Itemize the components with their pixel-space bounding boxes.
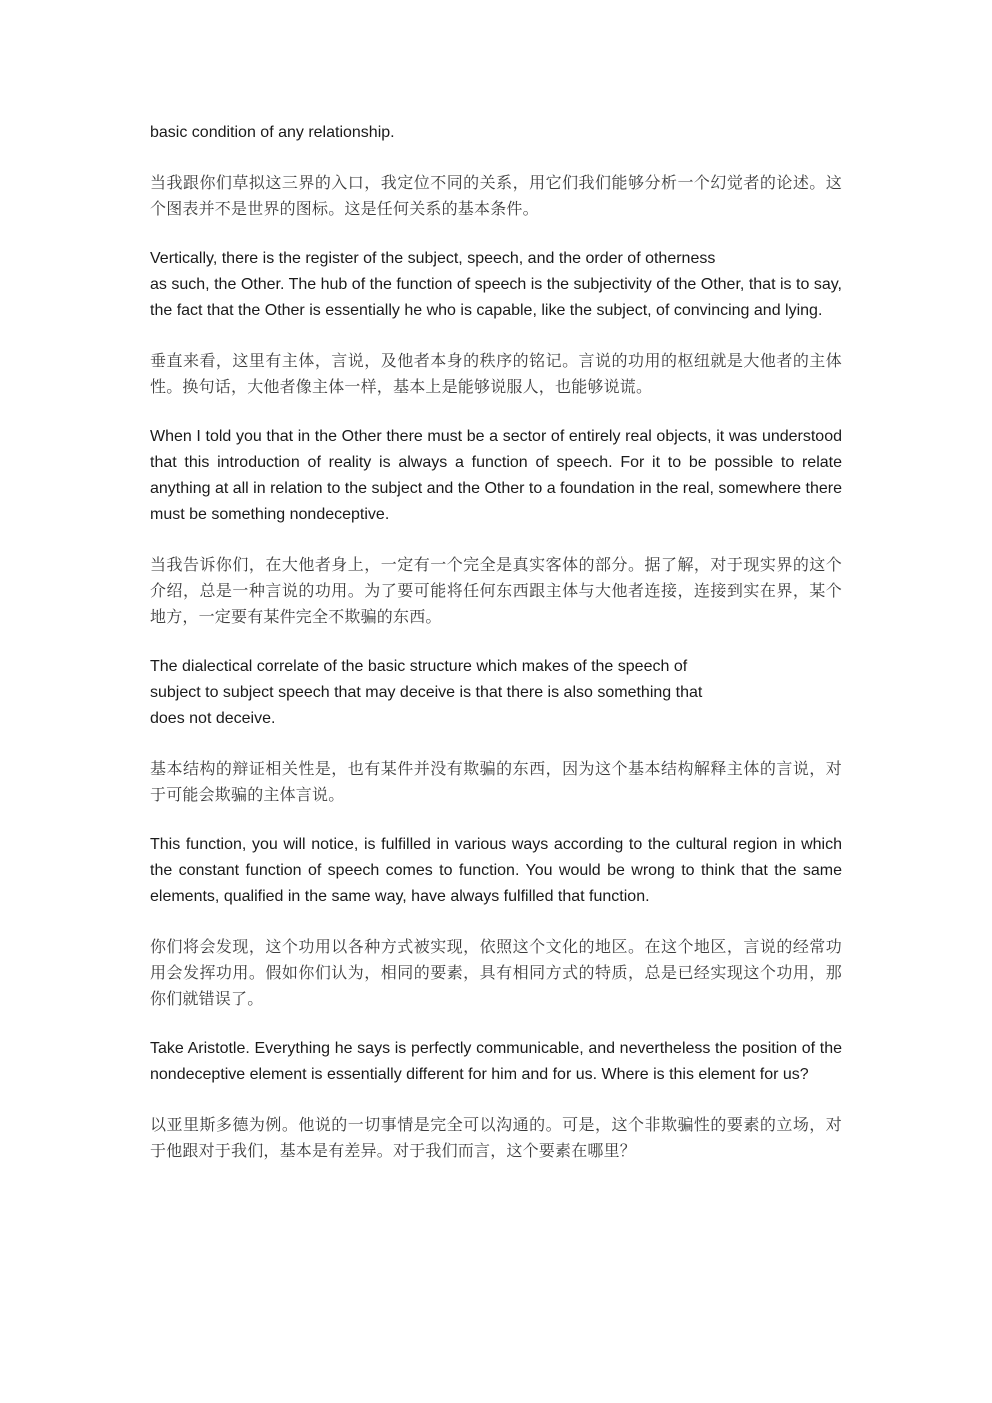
- paragraph-en-3: [150, 424, 842, 528]
- paragraph-en-5: [150, 832, 842, 910]
- paragraph-en-2: [150, 246, 842, 324]
- paragraph-zh-6: [150, 1112, 842, 1164]
- paragraph-line: 基本结构的辩证相关性是，也有某件并没有欺骗的东西，因为这个基本结构解释主体的言说，对于可能会欺骗的主体言说。: [150, 759, 842, 804]
- paragraph-line: The dialectical correlate of the basic structure which makes of the speech of: [150, 658, 688, 675]
- paragraph-line: This function, you will notice, is fulfilled in various ways according to the cultural region in which the constant function of speech comes to function. You would be wrong to think that the same elements, qualified in the same way, have always fulfilled that function.: [150, 836, 842, 905]
- paragraph-line: Take Aristotle. Everything he says is perfectly communicable, and nevertheless the position of the nondeceptive element is essentially different for him and for us. Where is this element for us?: [150, 1040, 842, 1083]
- paragraph-zh-3: [150, 552, 842, 630]
- paragraph-line: as such, the Other. The hub of the function of speech is the subjectivity of the Other, that is to say, the fact that the Other is essentially he who is capable, like the subject, of convincing and lying.: [150, 276, 842, 319]
- paragraph-zh-1: [150, 170, 842, 222]
- document-page: [150, 120, 842, 1164]
- paragraph-line: When I told you that in the Other there must be a sector of entirely real objects, it was understood that this introduction of reality is always a function of speech. For it to be possible to relate anything at all in relation to the subject and the Other to a foundation in the real, somewhere there must be something nondeceptive.: [150, 428, 842, 523]
- paragraph-line: 你们将会发现，这个功用以各种方式被实现，依照这个文化的地区。在这个地区，言说的经常功用会发挥功用。假如你们认为，相同的要素，具有相同方式的特质，总是已经实现这个功用，那你们就错误了。: [150, 937, 842, 1008]
- paragraph-zh-2: [150, 348, 842, 400]
- paragraph-line: Vertically, there is the register of the subject, speech, and the order of otherness: [150, 250, 716, 267]
- paragraph-zh-4: [150, 756, 842, 808]
- paragraph-line: does not deceive.: [150, 710, 276, 727]
- paragraph-line: subject to subject speech that may deceive is that there is also something that: [150, 684, 703, 701]
- paragraph-line: 以亚里斯多德为例。他说的一切事情是完全可以沟通的。可是，这个非欺骗性的要素的立场，对于他跟对于我们，基本是有差异。对于我们而言，这个要素在哪里？: [150, 1115, 842, 1160]
- paragraph-zh-5: [150, 934, 842, 1012]
- paragraph-en-4: [150, 654, 842, 732]
- paragraph-en-6: [150, 1036, 842, 1088]
- paragraph-line: 垂直来看，这里有主体，言说，及他者本身的秩序的铭记。言说的功用的枢纽就是大他者的主体性。换句话，大他者像主体一样，基本上是能够说服人，也能够说谎。: [150, 351, 842, 396]
- paragraph-line: 当我告诉你们，在大他者身上，一定有一个完全是真实客体的部分。据了解，对于现实界的这个介绍，总是一种言说的功用。为了要可能将任何东西跟主体与大他者连接，连接到实在界，某个地方，一定要有某件完全不欺骗的东西。: [150, 555, 842, 626]
- paragraph-line: 当我跟你们草拟这三界的入口，我定位不同的关系，用它们我们能够分析一个幻觉者的论述。这个图表并不是世界的图标。这是任何关系的基本条件。: [150, 173, 842, 218]
- paragraph-line: basic condition of any relationship.: [150, 124, 395, 141]
- paragraph-en-1: [150, 120, 842, 146]
